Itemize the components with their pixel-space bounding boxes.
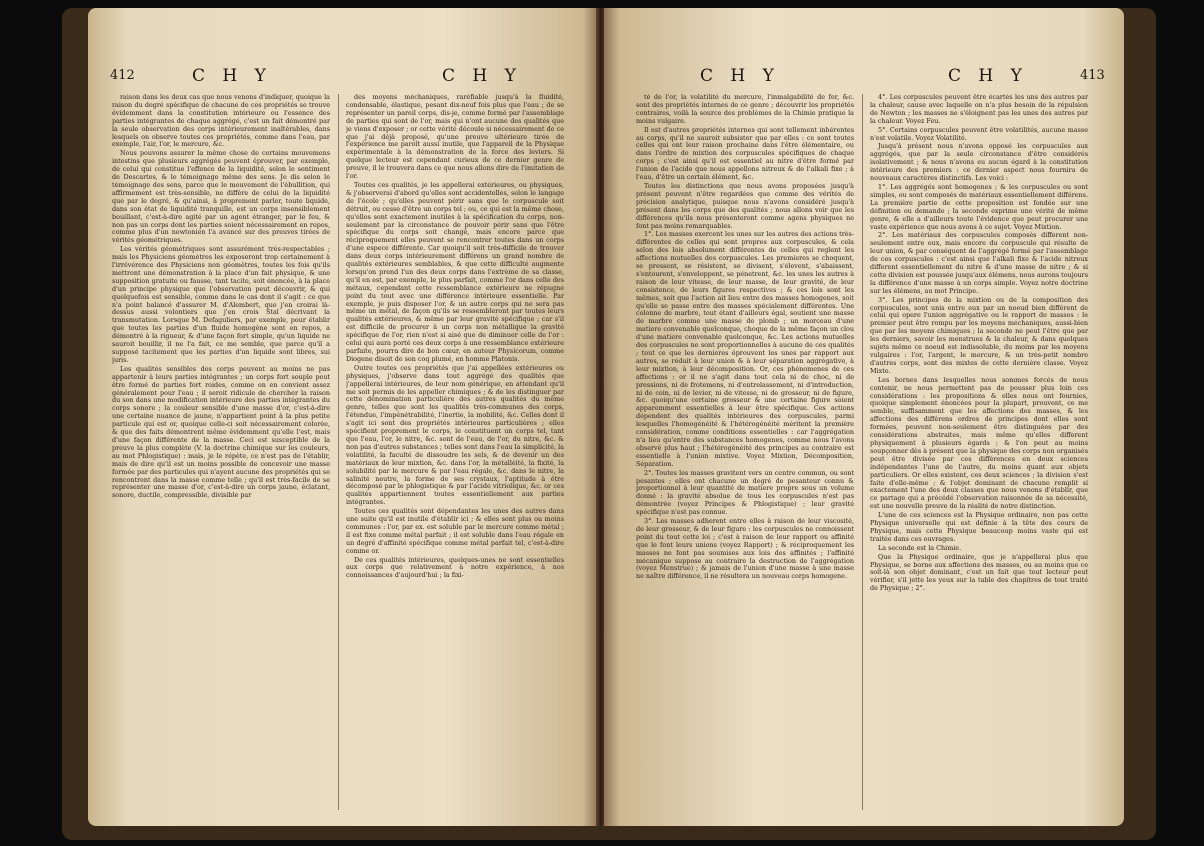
paragraph: raison dans les deux cas que nous venons d'indiquer, quoique la raison du degré spécifique de chacune de ces propriétés se trouve évidemment dans la constitution intérieure ou l'essence des parties intégrantes de chaque aggrégé, c'est un fait démontré par la seule observation des corps intérieurement inaltérables, dans lesquels on observe toutes ces propriétés, comme dans l'eau, par exemple, l'air, l'or, le mercure, &c. bbox=[112, 94, 330, 149]
right-running-head-2: C H Y bbox=[948, 66, 1028, 86]
paragraph: 1°. Les masses exercent les unes sur les autres des actions très-différentes de celles qui sont propres aux corpuscules, & cela selon des lois absolument différentes de celles qui reglent les affections mutuelles des corpuscules. Les premieres se choquent, se pressent, se résistent, se divisent, s'élevent, s'abaissent, s'entourent, s'enveloppent, se pénetrent, &c. les unes les autres à raison de leur vitesse, de leur masse, de leur gravité, de leur consistence, de leurs figures respectives ; & ces lois sont les mêmes, soit que l'action ait lieu entre des masses homogenes, soit qu'elle se passe entre des masses spécialement différentes. Une colonne de marbre, tout étant d'ailleurs égal, soutient une masse de marbre comme une masse de plomb ; un morceau d'une matiere convenable quelconque, choque de la même façon un clou d'une matiere convenable quelconque, &c. Les actions mutuelles des corpuscules ne sont proportionnelles à aucune de ces qualités ; tout ce que les dernieres éprouvent les unes par rapport aux autres, se réduit à leur union & à leur séparation aggrégative, à leur mixtion, à leur décomposition. Or, ces phénomenes de ces affections : or il ne s'agit dans tout cela ni de choc, ni de pressions, ni de frotemens, ni d'entrelassement, ni d'introduction, ni de coin, ni de levier, ni de vitesse, ni de grosseur, ni de figure, &c. quoiqu'une certaine grosseur & une certaine figure soient apparemment essentielles à leur être spécifique. Ces actions dépendent des qualités intérieures des corpuscules, parmi lesquelles l'homogénéité & l'hétérogénéité méritent la première considération, comme conditions essentielles : car l'aggrégation n'a lieu qu'entre des substances homogenes, comme nous l'avons observé plus haut ; l'hétérogénéité des principes au contraire est essentielle à l'union mixtive. Voyez Mixtion, Décomposition, Séparation. bbox=[636, 230, 854, 468]
right-page bbox=[604, 8, 1124, 826]
paragraph: Il est d'autres propriétés internes qui sont tellement inhérentes au corps, qu'il ne sauroit subsister que par elles : ce sont toutes celles qui ont leur raison prochaine dans l'être élémentaire, ou dans l'ordre de mixtion des corpuscules spécifiques de chaque corps ; c'est ainsi qu'il est essentiel au nitre d'être formé par l'union de l'acide que nous appellons nitreux & de l'alkali fixe ; à l'eau, d'être un certain élément, &c. bbox=[636, 125, 854, 182]
paragraph: La seconde est la Chimie. bbox=[878, 543, 962, 552]
paragraph: 5°. Certains corpuscules peuvent être volatilités, aucune masse n'est volatile. Voyez Volatilité. bbox=[870, 125, 1088, 142]
paragraph: Que la Physique ordinaire, que je n'appellerai plus que Physique, se borne aux affections des masses, ou au moins que ce soit-là son objet dominant, c'est un fait que tout lecteur peut vérifier, s'il jette les yeux sur la table des chapitres de tout traité de Physique ; 2°. bbox=[870, 552, 1088, 593]
paragraph: des moyens méchaniques, raréfiable jusqu'à la fluidité, condensable, élastique, pesant dix-neuf fois plus que l'eau ; de se représenter un pareil corps, dis-je, comme formé par l'assemblage de parties qui sont de l'or, mais qui n'ont aucune des qualités que je viens d'exposer ; or cette vérité découle si nécessairement de ce que j'ai déjà proposé, qu'une preuve ultérieure tirée de l'expérience me paroît aussi inutile, que l'appareil de la Physique expérimentale à la démonstration de la force des leviers. Si quelque lecteur est cependant curieux de ce dernier genre de preuve, il le trouvera dans ce que nous allons dire de l'imitation de l'or. bbox=[346, 94, 564, 181]
left-running-head-1: C H Y bbox=[192, 66, 272, 86]
right-column-1 bbox=[636, 94, 854, 810]
paragraph: té de l'or, la volatilité du mercure, l'inmalgabilité de fer, &c. sont des propriétés internes de ce genre ; découvrir les propriétés contraires, voilà la source des problèmes de la Chimie pratique la moins vulgaire. bbox=[636, 94, 854, 125]
paragraph: Toutes les distinctions que nous avons proposées jusqu'à présent peuvent n'être regardées que comme des vérités de précision analytique, puisque nous n'avons considéré jusqu'à présent dans les corps que des qualités ; nous allons voir que les différences qu'ils nous présenteront comme agens physiques ne font pas moins remarquables. bbox=[636, 181, 854, 230]
paragraph: 2°. Toutes les masses gravitent vers un centre commun, ou sont pesantes ; elles ont chacune un degré de pesanteur connu & proportionnel à leur quantité de matiere propre sous un volume donné : la gravité absolue de tous les corpuscules n'est pas démontrée (voyez Principes & Phlogistique) ; leur gravité spécifique n'est pas connue. bbox=[636, 468, 854, 517]
paragraph: 4°. Les corpuscules peuvent être écartés les uns des autres par la chaleur, cause avec laquelle on n'a plus besoin de la répulsion de Newton ; les masses ne s'éloignent pas les unes des autres par la chaleur. Voyez Feu. bbox=[870, 94, 1088, 125]
left-running-head-2: C H Y bbox=[442, 66, 522, 86]
paragraph: Les qualités sensibles des corps peuvent au moins ne pas appartenir à leurs parties intégrantes ; un corps fort souple peut être formé de parties fort roides, comme on en convient assez généralement pour l'eau ; il seroit ridicule de chercher la raison du son dans une modification intérieure des parties intégrantes du corps sonore ; la couleur sensible d'une masse d'or, c'est-à-dire une certaine nuance de jaune, n'appartient point à la plus petite particule qui est or, quoique celle-ci soit nécessairement colorée, & que des faits démontrent même évidemment qu'elle l'est, mais d'une façon différente de la masse. Ceci est susceptible de la preuve la plus complète (V. la doctrine chimique sur les couleurs, au mot Phlogistique) : mais, je le répète, ce n'est pas de l'établir, mais de dire qu'il est un moins possible de concevoir une masse formée par des particules qui n'ayent aucune des propriétés qui se rencontrent dans la masse comme telle ; qu'il est très-facile de se représenter une masse d'or, c'est-à-dire un corps jaune, éclatant, sonore, ductile, compressible, divisible par bbox=[112, 364, 330, 500]
column-rule bbox=[338, 94, 339, 810]
left-page-number: 412 bbox=[110, 68, 135, 83]
paragraph: 3°. Les masses adherent entre elles à raison de leur viscosité, de leur grosseur, & de leur figure : les corpuscules ne connoissent point du tout cette loi ; c'est à raison de leur rapport ou affinité que le font leurs unions (voyez Rapport) ; & réciproquement les masses ne font pas soumises aux lois des affinités ; l'affinité mécanique suppose au contraire la destruction de l'aggrégation (voyez Menstrue) ; & jamais de l'union d'une masse à une masse ne naître différence, il ne résultera un nouveau corps homogene. bbox=[636, 517, 854, 581]
paragraph: Toutes ces qualités, je les appellerai extérieures, ou physiques, & j'observerai d'abord qu'elles sont accidentelles, selon le langage de l'école ; qu'elles peuvent périr sans que le corpuscule soit détruit, ou cesse d'être un corps tel ; ou, ce qui est la même chose, qu'elles sont exactement inutiles à la spécification du corps, non-seulement par la circonstance de pouvoir périr sans que l'être spécifique du corps soit changé, mais encore parce que réciproquement elles peuvent se rencontrer toutes dans un corps d'une espece différente. Car quoiqu'il soit très-difficile de trouver dans deux corps intérieurement différens un grand nombre de qualités extérieures semblables, & que cette difficulté augmente lorsqu'on prend l'un des deux corps dans l'extrème de sa classe, qu'il en est, par exemple, le plus parfait, comme l'or dans celle des métaux, cependant cette ressemblance extérieure ne répugne point du tout avec une différence intérieure essentielle. Par exemple, je puis disposer l'or, & un autre corps qui ne sera pas même un métal, de façon qu'ils se ressembleront par toutes leurs qualités extérieures, & même par leur gravité spécifique ; car s'il est difficile de procurer à un corps non métallique la gravité spécifique de l'or, rien n'est si aisé que de diminuer celle de l'or : celui qui aura porté ces deux corps à une ressemblance extérieure parfaite, pourra dire de bon cœur, en auteur Physicorum, comme Diogene disoit de son coq plumé, en homme Platonis. bbox=[346, 180, 564, 363]
right-running-head-1: C H Y bbox=[700, 66, 780, 86]
paragraph: Les vérités géométriques sont assurément très-respectables ; mais les Physiciens géomètres les exposeront trop certainement à l'irrévérence des Physiciens non géomètres, toutes les fois qu'ils mettront une démonstration à la place d'un fait physique, & une supposition gratuite ou fausse, tant tacite, soit énoncée, à la place d'un principe physique que l'observation peut découvrir, & qui quelquefois est sensible, comme dans le cas dont il s'agit : ce que n'a point balancé d'assurer M. d'Alembert, que j'en croirai là-dessus aussi volontiers que j'en crois Stal décrivant la transmutation. Lorsque M. Defaguliers, par exemple, pour établir que toutes les parties d'un fluide homogène sont en repos, a démontré à la rigueur, & d'une façon fort simple, qu'un liquide ne sauroit bouillir, il ne l'a fait, ce me semble, que parce qu'il a supposé tacitement que les parties d'un liquide sont libres, sui juris. bbox=[112, 245, 330, 364]
right-column-2 bbox=[870, 94, 1088, 810]
paragraph: De ces qualités intérieures, quelques-unes ne sont essentielles aux corps que relativement à notre expérience, à nos connoissances d'aujourd'hui ; la fixi- bbox=[346, 555, 564, 580]
paragraph: Outre toutes ces propriétés que j'ai appellées extérieures ou physiques, j'observe dans tout aggrégé des qualités que j'appellerai intérieures, de leur nom générique, en attendant qu'il me soit permis de les appeller chimiques ; & de les distinguer par cette dénomination particulière des autres qualités du même genre, telles que sont les qualités très-communes des corps, l'étendue, l'impénétrabilité, l'inertie, la mobilité, &c. Celles dont il s'agit ici sont des propriétés intérieures particulières ; elles spécifient proprement le corps, le constituent un corps tel, tant que l'eau, l'or, le nitre, &c. sont de l'eau, de l'or, du nitre, &c. & non pas d'autres substances ; telles sont dans l'eau la simplicité, la volatilité, la faculté de dissoudre les sels, & de devenir un des matériaux de leur mixtion, &c. dans l'or, la métalléité, la fixité, la solubilité par le mercure & par l'eau régale, &c. dans le nitre, la salinité neutre, la forme de ses crystaux, l'aptitude à être décomposé par le phlogistique & par l'acide vitriolique, &c. or ces qualités appartiennent toutes essentiellement aux parties intégrantes. bbox=[346, 363, 564, 507]
paragraph: Toutes ces qualités sont dépendantes les unes des autres dans une suite qu'il est inutile d'établir ici ; & elles sont plus ou moins communes : l'or, par ex. est soluble par le mercure comme métal ; il est fixe comme métal parfait ; il est soluble dans l'eau régale en un degré d'affinité spécifique comme métal parfait tel, c'est-à-dire comme or. bbox=[346, 507, 564, 555]
right-page-number: 413 bbox=[1080, 68, 1105, 83]
paragraph: 1°. Les aggrégés sont homogenes ; & les corpuscules ou sont simples, ou sont composés de matériaux essentiellement différens. La première partie de cette proposition est fondée sur une définition ou demande ; la seconde exprime une vérité de même genre, & elle a d'ailleurs toute l'évidence que peut procurer une vaste expérience que nous avons à ce sujet. Voyez Mixtion. bbox=[870, 182, 1088, 231]
paragraph: L'une de ces sciences est la Physique ordinaire, non pas cette Physique universelle qui est définie à la tête des cours de Physique, mais cette Physique beaucoup moins vaste qui est traitée dans ces ouvrages. bbox=[870, 511, 1088, 543]
paragraph: 3°. Les principes de la mixtion ou de la composition des corpuscules, sont unis entre eux par un noeud bien différent de celui qui opere l'union aggrégative ou le rapport de masses : le premier peut être rompu par les moyens méchaniques, aussi-bien que par les moyens chimiques ; la seconde ne peut l'être que par les derniers, savoir les menstrues & la chaleur, & dans quelques sujets même ce noeud est indissoluble, du moins par les moyens vulgaires : l'or, l'argent, le mercure, & un très-petit nombre d'autres corps, sont des mixtes de cette dernière classe. Voyez Mixte. bbox=[870, 295, 1088, 375]
left-column-1 bbox=[112, 94, 330, 810]
left-column-2 bbox=[346, 94, 564, 810]
paragraph: 2°. Les matériaux des corpuscules composés different non-seulement entre eux, mais encore du corpuscule qui résulte de leur union, & par conséquent de l'aggrégé formé par l'assemblage de ces corpuscules : c'est ainsi que l'alkali fixe & l'acide nitreux different essentiellement du nitre & d'une masse de nitre ; & si cette division est poussée jusqu'aux élémens, nous aurons toujours la différence d'une masse à un corps simple. Voyez notre doctrine sur les élémens, au mot Principe. bbox=[870, 231, 1088, 295]
paragraph: Jusqu'à présent nous n'avons opposé les corpuscules aux aggrégés, que par la seule circonstance d'être considérés isolativement ; & nous n'avons eu aucun égard à la constitution intérieure des premiers : ce dernier aspect nous fournira de nouveaux caractères distinctifs. Les voici : bbox=[870, 142, 1088, 183]
paragraph: Nous pouvons assurer la même chose de certains mouvemens intestins que plusieurs aggrégés peuvent éprouver, par exemple, de celui qui constitue l'effence de la liquidité, selon le sentiment de Descartes, & le témoignage même des sens. Je dis selon le témoignage des sens, parce que le mouvement de l'ébullition, qui affirmement est très-sensible, ne diffère de celui de la liquidité que par le degré, & qu'ainsi, à proprement parler, toute liquide, dans son état de liquidité tranquille, est un corps insensiblement bouillant, c'est-à-dire agité par un agent étranger, par le feu, & non pas un corps dont les parties soient nécessairement en repos, comme plus d'un newtonien l'a avancé sur des preuves tirées de vérités géométriques. bbox=[112, 149, 330, 245]
column-rule bbox=[862, 94, 863, 810]
left-page bbox=[88, 8, 598, 826]
paragraph: Les bornes dans lesquelles nous sommes forcés de nous contenir, ne nous permettent pas de pousser plus loin ces considérations : les propositions & elles nous ont fournies, quoique simplement énoncées pour la plupart, prouvent, ce me semble, suffisamment que les affections des masses, & les affections des différens ordres de principes dont elles sont formées, peuvent non-seulement être distinguées par des considérations abstraites, mais même qu'elles different physiquement à plusieurs égards ; & l'on peut au moins soupçonner dès à présent que la physique des corps non organisés peut être divisée par ces différences en deux sciences indépendantes l'une de l'autre, du moins quant aux objets particuliers. Or elles existent, ces deux sciences ; la division s'est faite d'elle-même ; & l'objet dominant de chacune remplit si exactement l'une des deux classes que nous venons d'établir, que ce partage qui a précédé l'observation raisonnée de sa nécessité, est une nouvelle preuve de la réalité de notre distinction. bbox=[870, 375, 1088, 511]
